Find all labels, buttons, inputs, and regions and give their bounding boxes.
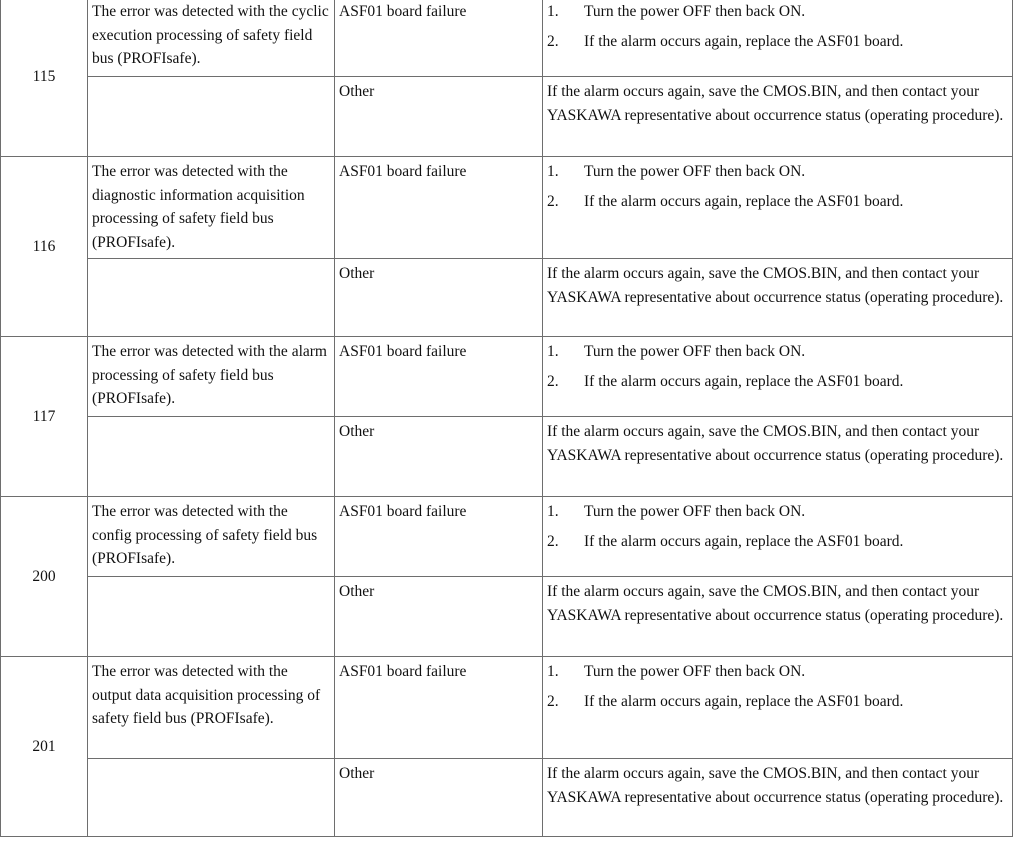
step-number: 1. [547,343,559,360]
cause-label: ASF01 board failure [339,663,467,680]
step-text: Turn the power OFF then back ON. [584,663,806,680]
remedy-step [547,160,1008,184]
table-row [1,157,1013,259]
cause-cell [335,259,543,337]
step-text: Turn the power OFF then back ON. [584,343,806,360]
remedy-step [547,340,1008,364]
cause-label: Other [339,265,375,282]
empty-cell [88,259,335,337]
alarm-description: The error was detected with the alarm processing of safety field bus (PROFIsafe). [92,343,327,407]
alarm-description: The error was detected with the config processing of safety field bus (PROFIsafe). [92,503,318,567]
cause-label: Other [339,423,375,440]
step-number: 2. [547,192,559,210]
cause-cell [335,759,543,837]
alarm-description-cell [88,657,335,759]
step-number: 1. [547,163,559,180]
alarm-description-cell [88,497,335,577]
empty-cell [88,577,335,657]
step-number: 1. [547,3,559,20]
step-text: Turn the power OFF then back ON. [584,503,806,520]
alarm-description: The error was detected with the output data acquisition processing of safety field bus (PROFIsafe). [92,663,321,727]
cause-label: ASF01 board failure [339,343,467,360]
table-row [1,417,1013,497]
cause-cell [335,497,543,577]
cause-cell [335,657,543,759]
step-number: 2. [547,532,559,550]
remedy-cell [543,497,1013,577]
table-row [1,759,1013,837]
cause-label: ASF01 board failure [339,163,467,180]
step-number: 2. [547,692,559,710]
table-row [1,337,1013,417]
empty-cell [88,417,335,497]
remedy-cell [543,417,1013,497]
cause-cell [335,577,543,657]
remedy-cell [543,157,1013,259]
step-number: 1. [547,503,559,520]
alarm-code-cell [1,337,88,497]
remedy-text: If the alarm occurs again, save the CMOS.BIN, and then contact your YASKAWA representative about occurrence status (operating procedure). [547,265,1004,306]
cause-label: Other [339,583,375,600]
alarm-code: 117 [32,407,56,425]
cause-cell [335,157,543,259]
remedy-cell [543,77,1013,157]
step-text: If the alarm occurs again, replace the ASF01 board. [584,32,904,50]
step-text: Turn the power OFF then back ON. [584,163,806,180]
step-text: If the alarm occurs again, replace the ASF01 board. [584,532,904,550]
table-row [1,657,1013,759]
alarm-code-cell [1,157,88,337]
cause-cell [335,77,543,157]
alarm-table-body [1,0,1013,837]
alarm-code: 201 [32,737,56,755]
table-row [1,577,1013,657]
step-number: 1. [547,663,559,680]
remedy-cell [543,259,1013,337]
remedy-cell [543,337,1013,417]
remedy-cell [543,657,1013,759]
empty-cell [88,759,335,837]
step-number: 2. [547,32,559,50]
step-text: If the alarm occurs again, replace the ASF01 board. [584,692,904,710]
cause-label: ASF01 board failure [339,503,467,520]
alarm-description-cell [88,157,335,259]
alarm-description-cell [88,0,335,77]
remedy-step [547,0,1008,24]
remedy-step [547,500,1008,524]
alarm-code-cell [1,497,88,657]
alarm-description-cell [88,337,335,417]
table-row [1,0,1013,77]
remedy-step [547,530,1008,554]
cause-label: ASF01 board failure [339,3,467,20]
table-row [1,497,1013,577]
step-number: 2. [547,372,559,390]
empty-cell [88,77,335,157]
cause-cell [335,0,543,77]
alarm-code-cell [1,657,88,837]
alarm-code: 115 [32,67,56,85]
table-row [1,77,1013,157]
cause-cell [335,417,543,497]
cause-label: Other [339,765,375,782]
table-row [1,259,1013,337]
remedy-text: If the alarm occurs again, save the CMOS.BIN, and then contact your YASKAWA representative about occurrence status (operating procedure). [547,83,1004,124]
alarm-code-cell [1,0,88,157]
remedy-text: If the alarm occurs again, save the CMOS.BIN, and then contact your YASKAWA representative about occurrence status (operating procedure). [547,423,1004,464]
remedy-cell [543,759,1013,837]
alarm-code: 200 [32,567,56,585]
cause-cell [335,337,543,417]
remedy-cell [543,577,1013,657]
remedy-cell [543,0,1013,77]
alarm-description: The error was detected with the diagnostic information acquisition processing of safety field bus (PROFIsafe). [92,163,305,251]
step-text: If the alarm occurs again, replace the ASF01 board. [584,192,904,210]
step-text: Turn the power OFF then back ON. [584,3,806,20]
alarm-description: The error was detected with the cyclic execution processing of safety field bus (PROFIsafe). [92,3,329,67]
remedy-step [547,690,1008,714]
cause-label: Other [339,83,375,100]
remedy-text: If the alarm occurs again, save the CMOS.BIN, and then contact your YASKAWA representative about occurrence status (operating procedure). [547,765,1004,806]
remedy-step [547,30,1008,54]
step-text: If the alarm occurs again, replace the ASF01 board. [584,372,904,390]
alarm-code: 116 [32,237,56,255]
remedy-step [547,190,1008,214]
remedy-step [547,370,1008,394]
remedy-step [547,660,1008,684]
remedy-text: If the alarm occurs again, save the CMOS.BIN, and then contact your YASKAWA representative about occurrence status (operating procedure). [547,583,1004,624]
